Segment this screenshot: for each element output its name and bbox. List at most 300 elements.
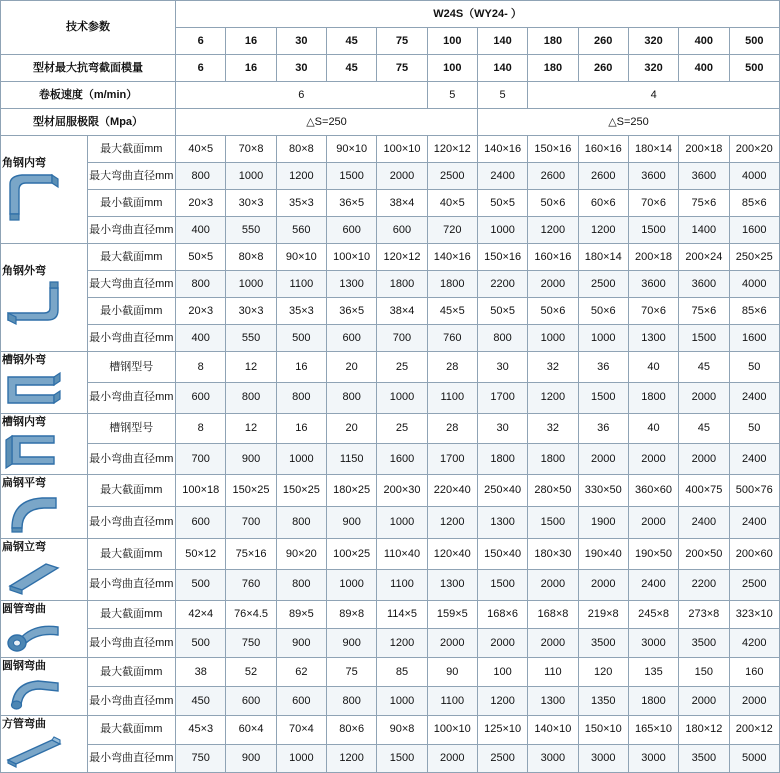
row-sub-label: 最大截面mm — [87, 600, 176, 629]
section-title: 圆钢弯曲 — [2, 660, 46, 673]
data-cell: 1200 — [427, 507, 477, 539]
data-cell: 30 — [477, 352, 527, 383]
data-cell: 2000 — [578, 569, 628, 600]
roll-speed-row — [1, 82, 780, 109]
data-cell: 30×3 — [226, 190, 276, 217]
data-cell: 50×12 — [176, 538, 226, 569]
data-cell: 1200 — [377, 629, 427, 658]
data-cell: 20×3 — [176, 190, 226, 217]
data-cell: 550 — [226, 325, 276, 352]
data-cell: 1000 — [528, 325, 578, 352]
data-cell: 150×16 — [528, 136, 578, 163]
size-header-cell: 100 — [427, 28, 477, 55]
table-row — [1, 298, 780, 325]
data-cell: 70×6 — [628, 190, 678, 217]
channel-steel-outer-bend-icon — [2, 367, 64, 411]
data-cell: 12 — [226, 352, 276, 383]
data-cell: 40×5 — [176, 136, 226, 163]
yield-limit-row — [1, 109, 780, 136]
data-cell: 1300 — [628, 325, 678, 352]
data-cell: 400×75 — [679, 475, 729, 507]
data-cell: 900 — [276, 629, 326, 658]
table-row — [1, 413, 780, 444]
data-cell: 500 — [176, 629, 226, 658]
data-cell: 1200 — [327, 744, 377, 773]
data-cell: 36×5 — [327, 190, 377, 217]
data-cell: 900 — [226, 744, 276, 773]
data-cell: 89×8 — [327, 600, 377, 629]
data-cell: 100 — [477, 658, 527, 687]
data-cell: 50×5 — [477, 190, 527, 217]
data-cell: 125×10 — [477, 715, 527, 744]
data-cell: 273×8 — [679, 600, 729, 629]
data-cell: 600 — [327, 325, 377, 352]
data-cell: 135 — [628, 658, 678, 687]
data-cell: 1200 — [578, 217, 628, 244]
data-cell: 3600 — [628, 163, 678, 190]
data-cell: 4200 — [729, 629, 779, 658]
data-cell: 400 — [176, 325, 226, 352]
table-row — [1, 217, 780, 244]
data-cell: 90 — [427, 658, 477, 687]
data-cell: 42×4 — [176, 600, 226, 629]
table-row — [1, 271, 780, 298]
row-sub-label: 最小弯曲直径mm — [87, 687, 176, 716]
row-sub-label: 最小截面mm — [87, 298, 176, 325]
data-cell: 2000 — [528, 271, 578, 298]
roll-speed-value: 5 — [427, 82, 477, 109]
table-row — [1, 136, 780, 163]
data-cell: 1800 — [528, 444, 578, 475]
data-cell: 1800 — [427, 271, 477, 298]
row-sub-label: 最小弯曲直径mm — [87, 629, 176, 658]
data-cell: 28 — [427, 352, 477, 383]
data-cell: 70×4 — [276, 715, 326, 744]
data-cell: 50×6 — [528, 190, 578, 217]
section-label-1 — [1, 244, 88, 352]
data-cell: 25 — [377, 413, 427, 444]
data-cell: 2200 — [679, 569, 729, 600]
data-cell: 1500 — [628, 217, 678, 244]
data-cell: 500 — [276, 325, 326, 352]
data-cell: 3600 — [679, 163, 729, 190]
roll-speed-value: 4 — [528, 82, 780, 109]
data-cell: 1000 — [377, 687, 427, 716]
data-cell: 8 — [176, 413, 226, 444]
data-cell: 1200 — [528, 382, 578, 413]
size-header-cell: 75 — [377, 28, 427, 55]
data-cell: 700 — [176, 444, 226, 475]
data-cell: 3000 — [578, 744, 628, 773]
data-cell: 90×10 — [276, 244, 326, 271]
data-cell: 150×25 — [226, 475, 276, 507]
row-sub-label: 最小弯曲直径mm — [87, 382, 176, 413]
data-cell: 45 — [679, 352, 729, 383]
data-cell: 140×16 — [477, 136, 527, 163]
data-cell: 800 — [327, 382, 377, 413]
data-cell: 75×6 — [679, 190, 729, 217]
channel-steel-inner-bend-icon — [2, 428, 64, 472]
data-cell: 120×12 — [427, 136, 477, 163]
data-cell: 1500 — [477, 569, 527, 600]
size-header-cell: 400 — [679, 28, 729, 55]
section-title: 槽钢外弯 — [2, 354, 46, 366]
data-cell: 2000 — [528, 569, 578, 600]
data-cell: 1500 — [377, 744, 427, 773]
row-sub-label: 最大截面mm — [87, 244, 176, 271]
size-header-cell: 6 — [176, 28, 226, 55]
data-cell: 560 — [276, 217, 326, 244]
data-cell: 1600 — [729, 217, 779, 244]
table-row — [1, 382, 780, 413]
table-row — [1, 629, 780, 658]
section-label-8 — [1, 715, 88, 773]
table-row — [1, 715, 780, 744]
section-modulus-value: 260 — [578, 55, 628, 82]
data-cell: 2400 — [679, 507, 729, 539]
data-cell: 500 — [176, 569, 226, 600]
table-row — [1, 163, 780, 190]
data-cell: 76×4.5 — [226, 600, 276, 629]
data-cell: 2600 — [528, 163, 578, 190]
data-cell: 38 — [176, 658, 226, 687]
row-sub-label: 槽钢型号 — [87, 413, 176, 444]
section-modulus-value: 16 — [226, 55, 276, 82]
data-cell: 8 — [176, 352, 226, 383]
data-cell: 50×6 — [528, 298, 578, 325]
section-title: 扁钢立弯 — [2, 540, 46, 553]
data-cell: 110×40 — [377, 538, 427, 569]
data-cell: 500×76 — [729, 475, 779, 507]
data-cell: 1100 — [427, 382, 477, 413]
data-cell: 2000 — [427, 629, 477, 658]
data-cell: 1600 — [377, 444, 427, 475]
section-title: 扁钢平弯 — [2, 477, 46, 490]
data-cell: 750 — [176, 744, 226, 773]
data-cell: 800 — [176, 271, 226, 298]
size-header-cell: 45 — [327, 28, 377, 55]
data-cell: 3500 — [679, 629, 729, 658]
data-cell: 2000 — [628, 444, 678, 475]
section-modulus-value: 75 — [377, 55, 427, 82]
data-cell: 90×8 — [377, 715, 427, 744]
section-modulus-row — [1, 55, 780, 82]
data-cell: 180×25 — [327, 475, 377, 507]
section-label-2 — [1, 352, 88, 414]
data-cell: 1300 — [528, 687, 578, 716]
data-cell: 1300 — [327, 271, 377, 298]
data-cell: 180×12 — [679, 715, 729, 744]
section-modulus-value: 100 — [427, 55, 477, 82]
section-modulus-value: 400 — [679, 55, 729, 82]
section-label-5 — [1, 538, 88, 600]
data-cell: 2400 — [729, 444, 779, 475]
data-cell: 45×3 — [176, 715, 226, 744]
data-cell: 1500 — [528, 507, 578, 539]
data-cell: 800 — [327, 687, 377, 716]
section-title: 角钢内弯 — [2, 157, 46, 170]
data-cell: 3600 — [679, 271, 729, 298]
data-cell: 100×25 — [327, 538, 377, 569]
data-cell: 800 — [176, 163, 226, 190]
data-cell: 180×14 — [578, 244, 628, 271]
row-sub-label: 最小弯曲直径mm — [87, 444, 176, 475]
section-title: 槽钢内弯 — [2, 415, 46, 428]
data-cell: 800 — [276, 507, 326, 539]
data-cell: 168×6 — [477, 600, 527, 629]
data-cell: 38×4 — [377, 298, 427, 325]
size-header-cell: 140 — [477, 28, 527, 55]
data-cell: 45×5 — [427, 298, 477, 325]
data-cell: 70×8 — [226, 136, 276, 163]
data-cell: 1900 — [578, 507, 628, 539]
data-cell: 1000 — [327, 569, 377, 600]
data-cell: 50 — [729, 352, 779, 383]
data-cell: 62 — [276, 658, 326, 687]
data-cell: 2500 — [729, 569, 779, 600]
data-cell: 760 — [226, 569, 276, 600]
table-row — [1, 444, 780, 475]
data-cell: 75 — [327, 658, 377, 687]
data-cell: 4000 — [729, 163, 779, 190]
data-cell: 219×8 — [578, 600, 628, 629]
row-sub-label: 最大弯曲直径mm — [87, 163, 176, 190]
round-bar-bend-icon — [2, 673, 64, 713]
data-cell: 80×8 — [226, 244, 276, 271]
data-cell: 3000 — [628, 744, 678, 773]
data-cell: 100×10 — [327, 244, 377, 271]
table-row — [1, 538, 780, 569]
data-cell: 2400 — [477, 163, 527, 190]
data-cell: 1000 — [578, 325, 628, 352]
data-cell: 50×5 — [176, 244, 226, 271]
data-cell: 1000 — [377, 507, 427, 539]
row-sub-label: 最小弯曲直径mm — [87, 507, 176, 539]
size-header-cell: 260 — [578, 28, 628, 55]
table-row — [1, 352, 780, 383]
data-cell: 20 — [327, 413, 377, 444]
data-cell: 1000 — [477, 217, 527, 244]
section-label-0 — [1, 136, 88, 244]
data-cell: 1100 — [427, 687, 477, 716]
data-cell: 45 — [679, 413, 729, 444]
roll-speed-label: 卷板速度（m/min） — [1, 82, 176, 109]
data-cell: 450 — [176, 687, 226, 716]
data-cell: 600 — [377, 217, 427, 244]
data-cell: 85 — [377, 658, 427, 687]
data-cell: 180×30 — [528, 538, 578, 569]
table-row — [1, 190, 780, 217]
section-title: 方管弯曲 — [2, 717, 46, 730]
data-cell: 2400 — [628, 569, 678, 600]
data-cell: 120×12 — [377, 244, 427, 271]
data-cell: 1800 — [377, 271, 427, 298]
data-cell: 110 — [528, 658, 578, 687]
data-cell: 150×40 — [477, 538, 527, 569]
data-cell: 200×50 — [679, 538, 729, 569]
section-modulus-value: 45 — [327, 55, 377, 82]
data-cell: 250×25 — [729, 244, 779, 271]
data-cell: 1100 — [377, 569, 427, 600]
data-cell: 165×10 — [628, 715, 678, 744]
row-sub-label: 最大弯曲直径mm — [87, 271, 176, 298]
data-cell: 2600 — [578, 163, 628, 190]
data-cell: 168×8 — [528, 600, 578, 629]
table-row — [1, 600, 780, 629]
data-cell: 2000 — [427, 744, 477, 773]
data-cell: 90×20 — [276, 538, 326, 569]
data-cell: 5000 — [729, 744, 779, 773]
data-cell: 600 — [226, 687, 276, 716]
data-cell: 1200 — [528, 217, 578, 244]
angle-steel-outer-bend-icon — [2, 278, 64, 330]
data-cell: 800 — [477, 325, 527, 352]
data-cell: 900 — [226, 444, 276, 475]
data-cell: 1500 — [327, 163, 377, 190]
data-cell: 30×3 — [226, 298, 276, 325]
row-sub-label: 最小弯曲直径mm — [87, 217, 176, 244]
data-cell: 50 — [729, 413, 779, 444]
data-cell: 150 — [679, 658, 729, 687]
data-cell: 600 — [276, 687, 326, 716]
section-modulus-value: 180 — [528, 55, 578, 82]
size-header-cell: 30 — [276, 28, 326, 55]
yield-limit-value: △S=250 — [176, 109, 478, 136]
data-cell: 400 — [176, 217, 226, 244]
data-cell: 1200 — [276, 163, 326, 190]
square-tube-bend-icon — [2, 730, 64, 770]
section-modulus-value: 500 — [729, 55, 779, 82]
angle-steel-inner-bend-icon — [2, 170, 64, 222]
section-label-3 — [1, 413, 88, 475]
size-header-cell: 320 — [628, 28, 678, 55]
model-group-header: W24S（WY24- ） — [176, 1, 780, 28]
size-header-cell: 500 — [729, 28, 779, 55]
data-cell: 3600 — [628, 271, 678, 298]
data-cell: 2400 — [729, 382, 779, 413]
data-cell: 32 — [528, 413, 578, 444]
data-cell: 600 — [327, 217, 377, 244]
table-row — [1, 687, 780, 716]
data-cell: 323×10 — [729, 600, 779, 629]
data-cell: 700 — [226, 507, 276, 539]
row-sub-label: 最小弯曲直径mm — [87, 325, 176, 352]
data-cell: 2000 — [628, 507, 678, 539]
data-cell: 120 — [578, 658, 628, 687]
row-sub-label: 最小弯曲直径mm — [87, 569, 176, 600]
data-cell: 16 — [276, 413, 326, 444]
data-cell: 2000 — [377, 163, 427, 190]
row-sub-label: 槽钢型号 — [87, 352, 176, 383]
data-cell: 40 — [628, 352, 678, 383]
data-cell: 1000 — [226, 271, 276, 298]
data-cell: 140×10 — [528, 715, 578, 744]
data-cell: 85×6 — [729, 190, 779, 217]
section-modulus-value: 320 — [628, 55, 678, 82]
data-cell: 3000 — [528, 744, 578, 773]
row-sub-label: 最大截面mm — [87, 658, 176, 687]
data-cell: 2400 — [729, 507, 779, 539]
data-cell: 760 — [427, 325, 477, 352]
data-cell: 750 — [226, 629, 276, 658]
data-cell: 60×4 — [226, 715, 276, 744]
flat-steel-edge-bend-icon — [2, 554, 64, 598]
row-sub-label: 最大截面mm — [87, 136, 176, 163]
data-cell: 150×16 — [477, 244, 527, 271]
data-cell: 360×60 — [628, 475, 678, 507]
data-cell: 2000 — [578, 444, 628, 475]
data-cell: 1700 — [427, 444, 477, 475]
size-header-cell: 16 — [226, 28, 276, 55]
data-cell: 200×60 — [729, 538, 779, 569]
data-cell: 150×25 — [276, 475, 326, 507]
section-title: 角钢外弯 — [2, 265, 46, 278]
row-sub-label: 最大截面mm — [87, 538, 176, 569]
data-cell: 1100 — [276, 271, 326, 298]
data-cell: 200×20 — [729, 136, 779, 163]
data-cell: 80×6 — [327, 715, 377, 744]
data-cell: 200×18 — [679, 136, 729, 163]
data-cell: 800 — [276, 382, 326, 413]
data-cell: 160 — [729, 658, 779, 687]
section-modulus-value: 140 — [477, 55, 527, 82]
data-cell: 180×14 — [628, 136, 678, 163]
data-cell: 160×16 — [578, 136, 628, 163]
row-sub-label: 最大截面mm — [87, 715, 176, 744]
data-cell: 1000 — [226, 163, 276, 190]
table-row — [1, 244, 780, 271]
data-cell: 32 — [528, 352, 578, 383]
section-modulus-value: 6 — [176, 55, 226, 82]
data-cell: 550 — [226, 217, 276, 244]
data-cell: 1000 — [377, 382, 427, 413]
data-cell: 1800 — [628, 687, 678, 716]
data-cell: 20×3 — [176, 298, 226, 325]
table-row — [1, 569, 780, 600]
data-cell: 200×18 — [628, 244, 678, 271]
data-cell: 1350 — [578, 687, 628, 716]
data-cell: 2000 — [477, 629, 527, 658]
table-header-row — [1, 1, 780, 28]
data-cell: 2500 — [578, 271, 628, 298]
round-tube-bend-icon — [2, 615, 64, 655]
roll-speed-value: 6 — [176, 82, 428, 109]
data-cell: 80×8 — [276, 136, 326, 163]
data-cell: 3000 — [628, 629, 678, 658]
data-cell: 70×6 — [628, 298, 678, 325]
flat-steel-flat-bend-icon — [2, 490, 64, 536]
data-cell: 36 — [578, 352, 628, 383]
data-cell: 114×5 — [377, 600, 427, 629]
data-cell: 89×5 — [276, 600, 326, 629]
data-cell: 36×5 — [327, 298, 377, 325]
data-cell: 100×10 — [427, 715, 477, 744]
data-cell: 2000 — [679, 687, 729, 716]
data-cell: 40 — [628, 413, 678, 444]
data-cell: 200×12 — [729, 715, 779, 744]
data-cell: 2200 — [477, 271, 527, 298]
table-row — [1, 507, 780, 539]
section-label-6 — [1, 600, 88, 658]
data-cell: 120×40 — [427, 538, 477, 569]
data-cell: 35×3 — [276, 298, 326, 325]
table-row — [1, 325, 780, 352]
data-cell: 200×24 — [679, 244, 729, 271]
data-cell: 2500 — [477, 744, 527, 773]
yield-limit-label: 型材屈服极限（Mpa） — [1, 109, 176, 136]
data-cell: 2000 — [679, 382, 729, 413]
data-cell: 1000 — [276, 744, 326, 773]
